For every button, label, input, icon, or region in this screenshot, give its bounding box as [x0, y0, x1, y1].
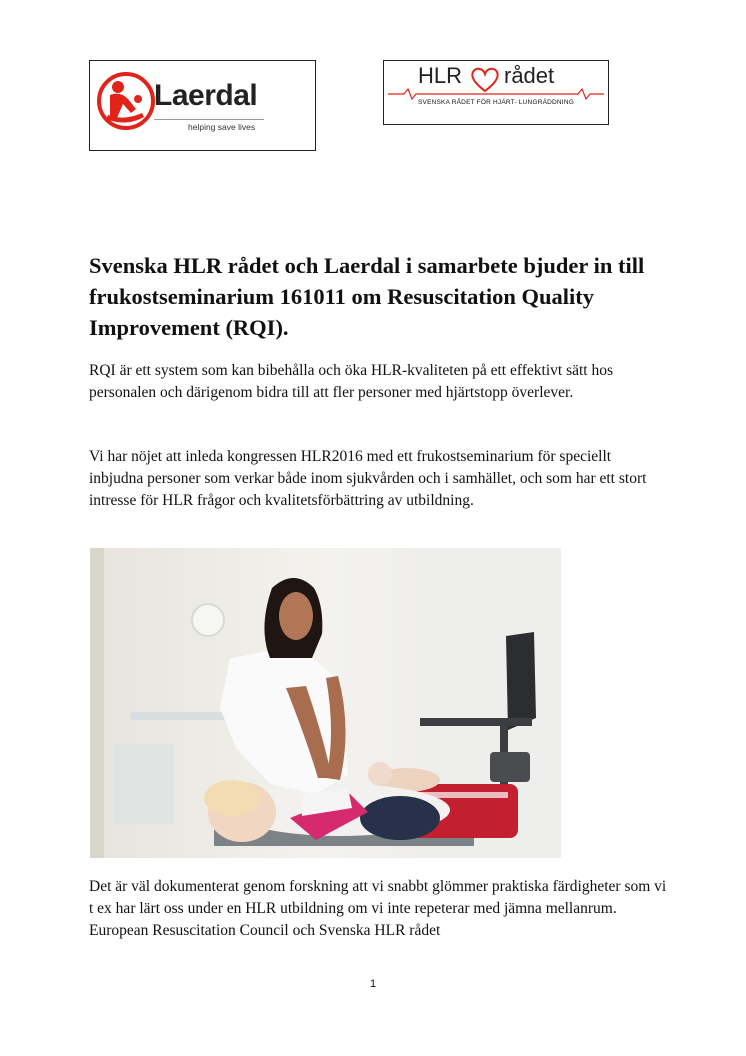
document-heading: Svenska HLR rådet och Laerdal i samarbete bjuder in till frukostseminarium 161011 om Resuscitation Quality Improvement (RQI).	[89, 253, 645, 340]
paragraph-1: RQI är ett system som kan bibehålla och öka HLR-kvaliteten på ett effektivt sätt hos personalen och därigenom bidra till att fler personer med hjärtstopp överlever.	[89, 362, 613, 401]
manikin-hair	[204, 780, 260, 816]
laerdal-tagline: helping save lives	[188, 122, 256, 132]
nurse-face	[279, 592, 313, 640]
logo-divider	[154, 119, 264, 120]
monitor-arm	[420, 718, 532, 726]
radet-word: rådet	[504, 63, 555, 88]
laerdal-emblem-icon	[96, 71, 156, 131]
hlr-word: HLR	[418, 63, 463, 88]
paragraph-3: Det är väl dokumenterat genom forskning att vi snabbt glömmer praktiska färdigheter som vi t ex har lärt oss under en HLR utbildning om vi inte repeterar med jämna mellanrum. European Resuscitation Council och Svenska HLR rådet	[89, 878, 667, 939]
paragraph-2: Vi har nöjet att inleda kongressen HLR2016 med ett frukostseminarium för speciellt inbjudna personer som verkar både inom sjukvården och i samhället, och som har ett stort intresse för HLR frågor och kvalitetsförbättring av utbildning.	[89, 448, 647, 509]
monitor-screen	[506, 632, 536, 730]
monitor-base	[490, 752, 530, 782]
manikin-shirt-dark	[360, 796, 440, 840]
hlr-subtitle: SVENSKA RÅDET FÖR HJÄRT- LUNGRÄDDNING	[418, 99, 574, 106]
baby-manikin-head	[368, 762, 392, 786]
door-frame	[90, 548, 104, 858]
laerdal-logo	[89, 60, 316, 151]
page-number: 1	[369, 978, 377, 990]
wall-clock	[192, 604, 224, 636]
laerdal-wordmark: Laerdal	[154, 79, 258, 112]
cpr-training-photo	[90, 548, 561, 858]
hlr-radet-logo	[383, 60, 609, 125]
counter	[114, 744, 174, 824]
